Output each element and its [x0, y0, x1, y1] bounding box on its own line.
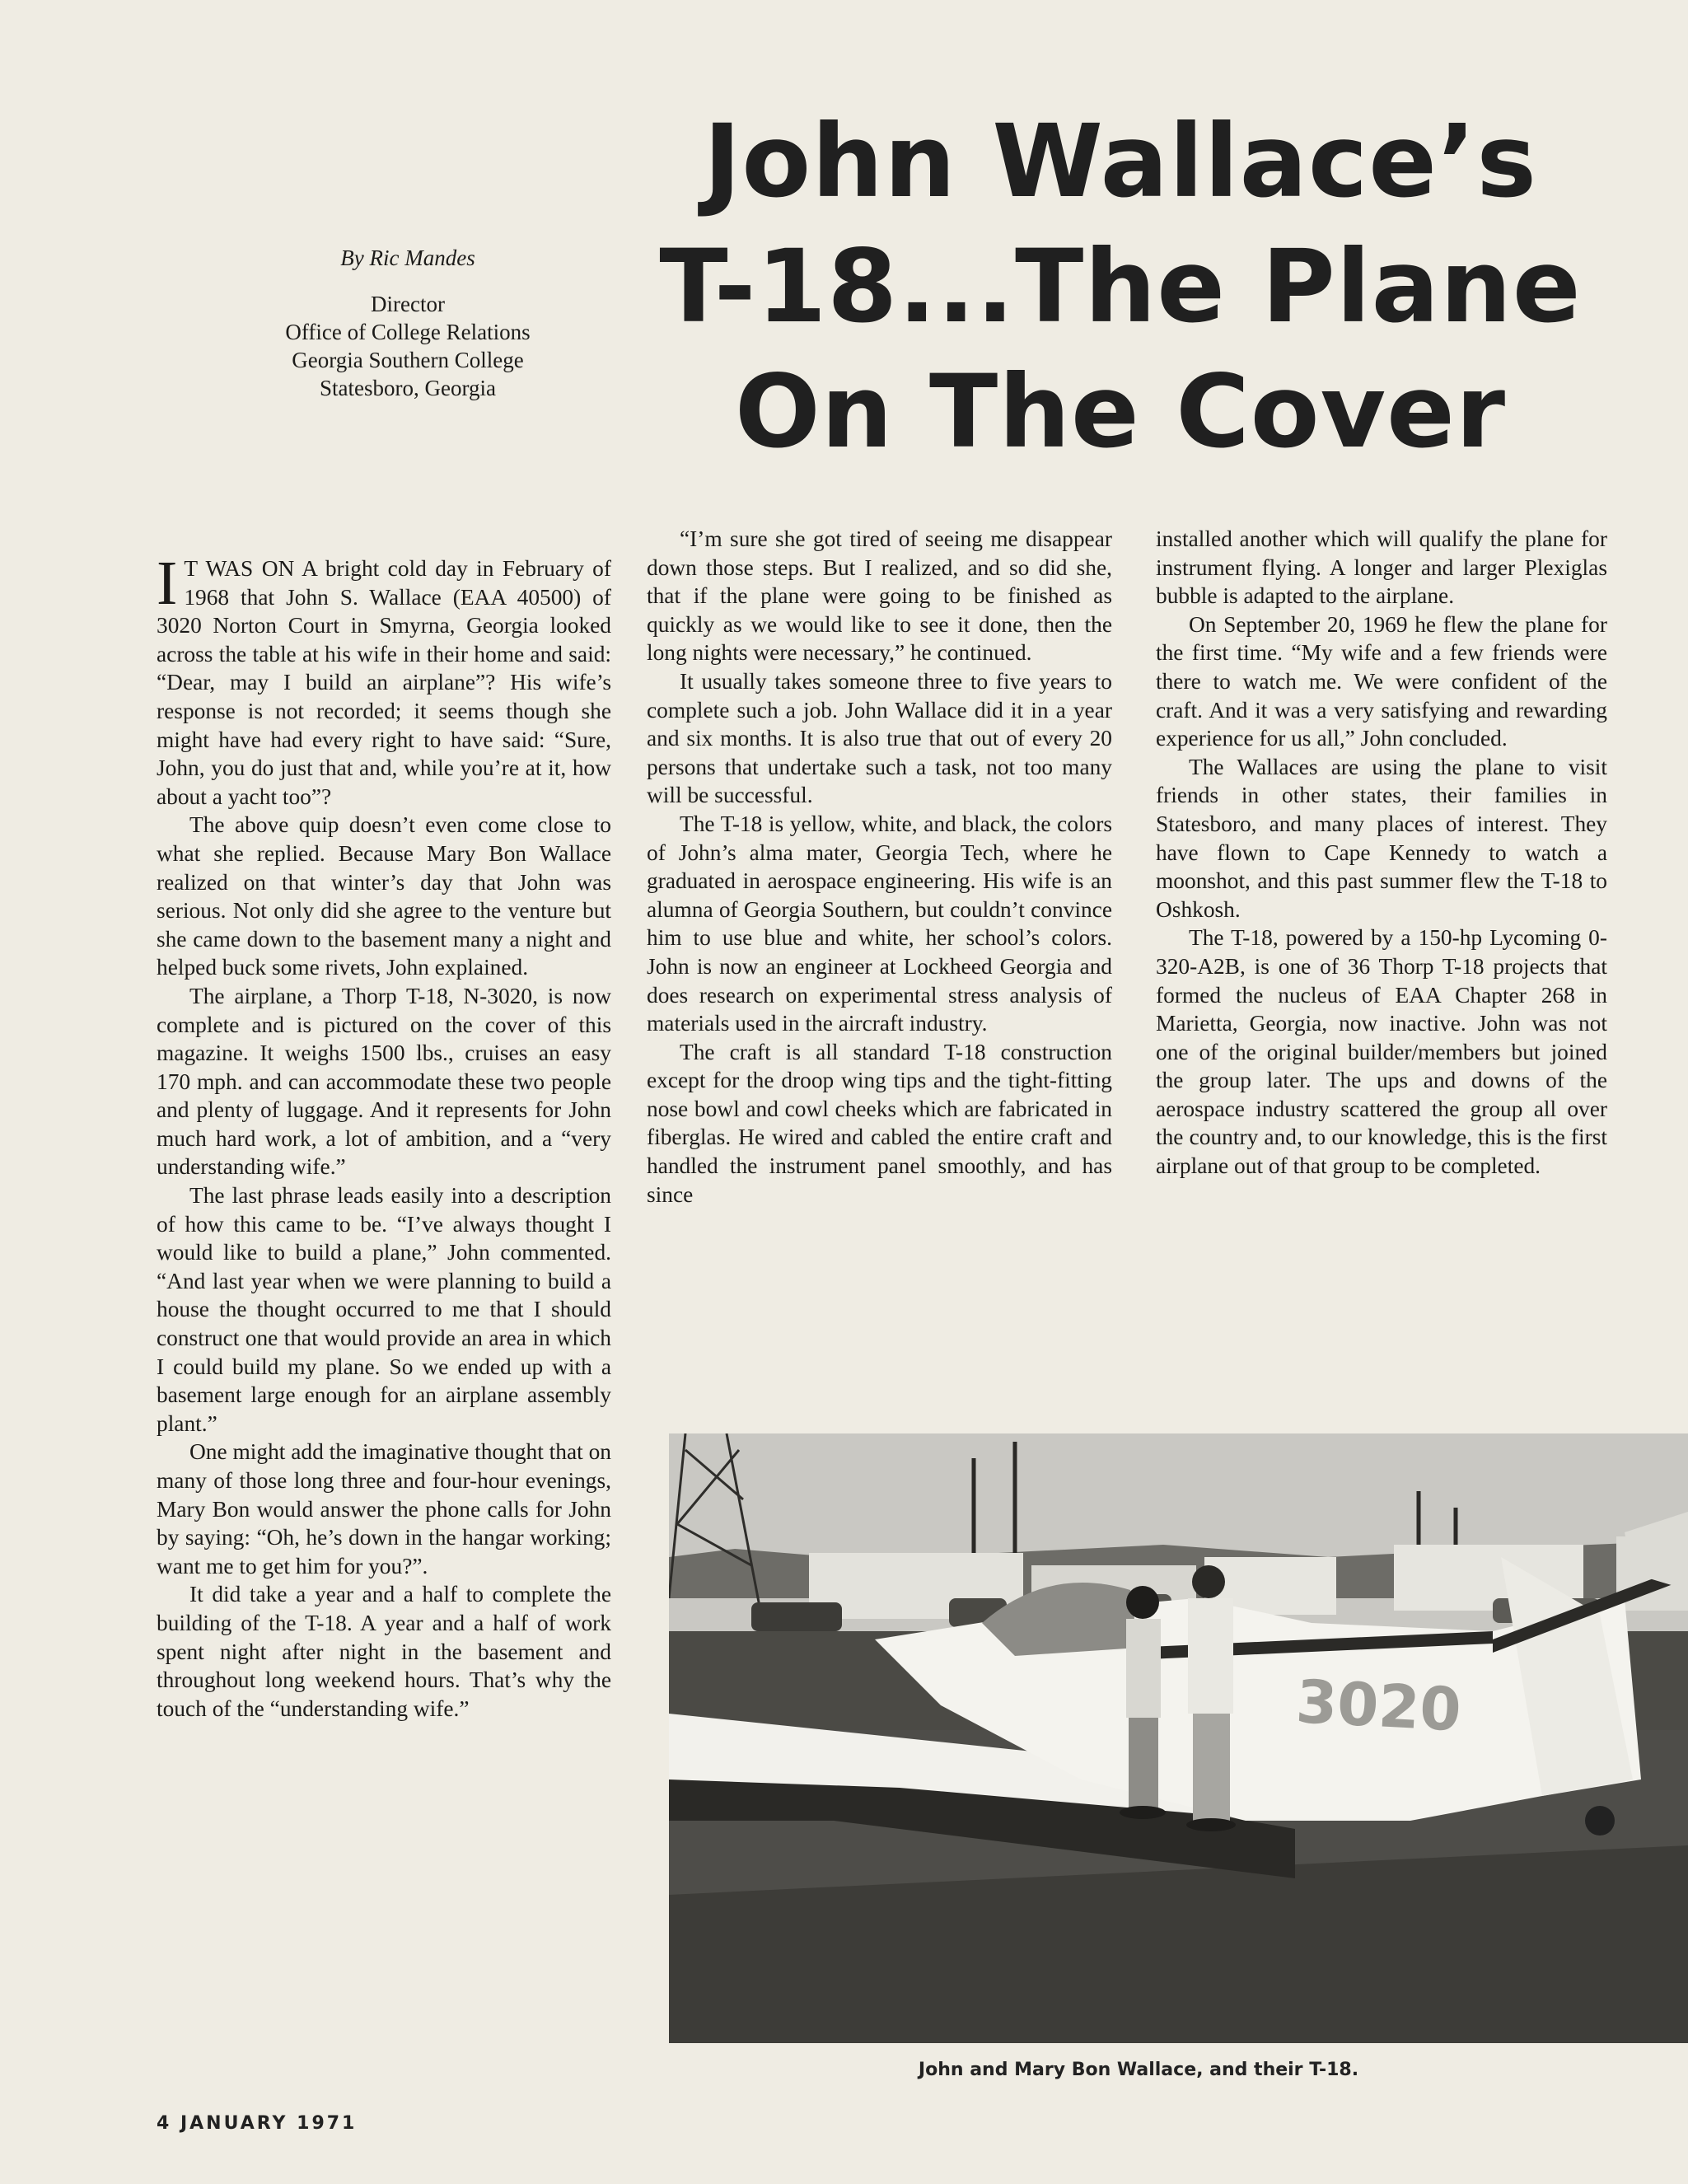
drop-cap: I — [157, 549, 178, 618]
tail-number: 3020 — [1294, 1667, 1463, 1745]
title-line-1: John Wallace’s — [704, 103, 1537, 220]
airplane-photo-illustration — [669, 1433, 1688, 2043]
article-title — [626, 99, 1615, 475]
title-line-3: On The Cover — [734, 353, 1507, 470]
paragraph: It usually takes someone three to five years to complete such a job. John Wallace did it in a year and six months. It is also true that out of every 20 persons that undertake such a task, not too many will be successful. — [647, 668, 1112, 808]
paragraph — [157, 549, 611, 811]
paragraph: The T-18 is yellow, white, and black, the colors of John’s alma mater, Georgia Tech, where he graduated in aerospace engineering. His wife is an alumna of Georgia Southern, but couldn’t convince him to use blue and white, her school’s colors. John is now an engineer at Lockheed Georgia and does research on experimental stress analysis of materials used in the aircraft industry. — [647, 811, 1112, 1036]
paragraph: The airplane, a Thorp T-18, N-3020, is now complete and is pictured on the cover of this magazine. It weighs 1500 lbs., cruises an easy 170 mph. and can accommodate these two people and plenty of luggage. And it represents for John much hard work, a lot of ambition, and a “very understanding wife.” — [157, 983, 611, 1180]
paragraph: The Wallaces are using the plane to visit friends in other states, their families in Statesboro, and many places of interest. They have flown to Cape Kennedy to watch a moonshot, and this past summer flew the T-18 to Oshkosh. — [1156, 754, 1607, 922]
paragraph: The above quip doesn’t even come close to what she replied. Because Mary Bon Wallace realized on that winter’s day that John was serious. Not only did she agree to the venture but she came down to the basement many a night and helped buck some rivets, John explained. — [157, 812, 611, 980]
paragraph: On September 20, 1969 he flew the plane for the first time. “My wife and a few friends were there to watch me. We were confident of the craft. And it was a very satisfying and rewarding experience for us all,” John concluded. — [1156, 611, 1607, 751]
paragraph: One might add the imaginative thought that on many of those long three and four-hour evenings, Mary Bon would answer the phone calls for John by saying: “Oh, he’s down in the hangar working; want me to get him for you?”. — [157, 1439, 611, 1578]
photo-caption: John and Mary Bon Wallace, and their T-18. — [918, 2060, 1359, 2080]
author-college: Georgia Southern College — [292, 348, 524, 372]
article-column-1 — [157, 549, 611, 1723]
paragraph: installed another which will qualify the plane for instrument flying. A longer and larger Plexiglas bubble is adapted to the airplane. — [1156, 526, 1607, 609]
paragraph: It did take a year and a half to complete the building of the T-18. A year and a half of work spent night after night in the basement and throughout long weekend hours. That’s why the touch of the “understanding wife.” — [157, 1582, 611, 1721]
author-title: Director — [371, 292, 445, 316]
article-column-2 — [647, 525, 1112, 1209]
author-office: Office of College Relations — [285, 320, 531, 344]
article-column-3 — [1156, 525, 1607, 1181]
title-line-2: T-18...The Plane — [659, 228, 1582, 345]
page-folio: 4 JANUARY 1971 — [157, 2113, 358, 2134]
paragraph-text: T WAS ON A bright cold day in February of 1968 that John S. Wallace (EAA 40500) of 3020 Norton Court in Smyrna, Georgia looked across the table at his wife in their home and said: “Dear, may I build an airplane”? His wife’s response is not recorded; it seems though she might have had every right to have said: “Sure, John, you do just that and, while you’re at it, how about a yacht too”? — [157, 556, 611, 809]
paragraph: “I’m sure she got tired of seeing me disappear down those steps. But I realized, and so did she, that if the plane were going to be finished as quickly as we would like to see it done, then the long nights were necessary,” he continued. — [647, 526, 1112, 666]
paragraph: The last phrase leads easily into a description of how this came to be. “I’ve always thought I would like to build a plane,” John commented. “And last year when we were planning to build a house the thought occurred to me that I should construct one that would provide an area in which I could build my plane. So we ended up with a basement large enough for an airplane assembly plant.” — [157, 1183, 611, 1436]
airplane-photo — [669, 1433, 1688, 2043]
author-location: Statesboro, Georgia — [320, 376, 496, 400]
paragraph: The craft is all standard T-18 construction except for the droop wing tips and the tight-fitting nose bowl and cowl cheeks which are fabricated in fiberglas. He wired and cabled the entire craft and handled the instrument panel smoothly, and has since — [647, 1039, 1112, 1207]
author-name: By Ric Mandes — [340, 246, 475, 270]
paragraph: The T-18, powered by a 150-hp Lycoming 0-320-A2B, is one of 36 Thorp T-18 projects that formed the nucleus of EAA Chapter 268 in Marietta, Georgia, now inactive. John was not one of the original builder/members but joined the group later. The ups and downs of the aerospace industry scattered the group all over the country and, to our knowledge, this is the first airplane out of that group to be completed. — [1156, 925, 1607, 1179]
byline — [247, 244, 568, 402]
